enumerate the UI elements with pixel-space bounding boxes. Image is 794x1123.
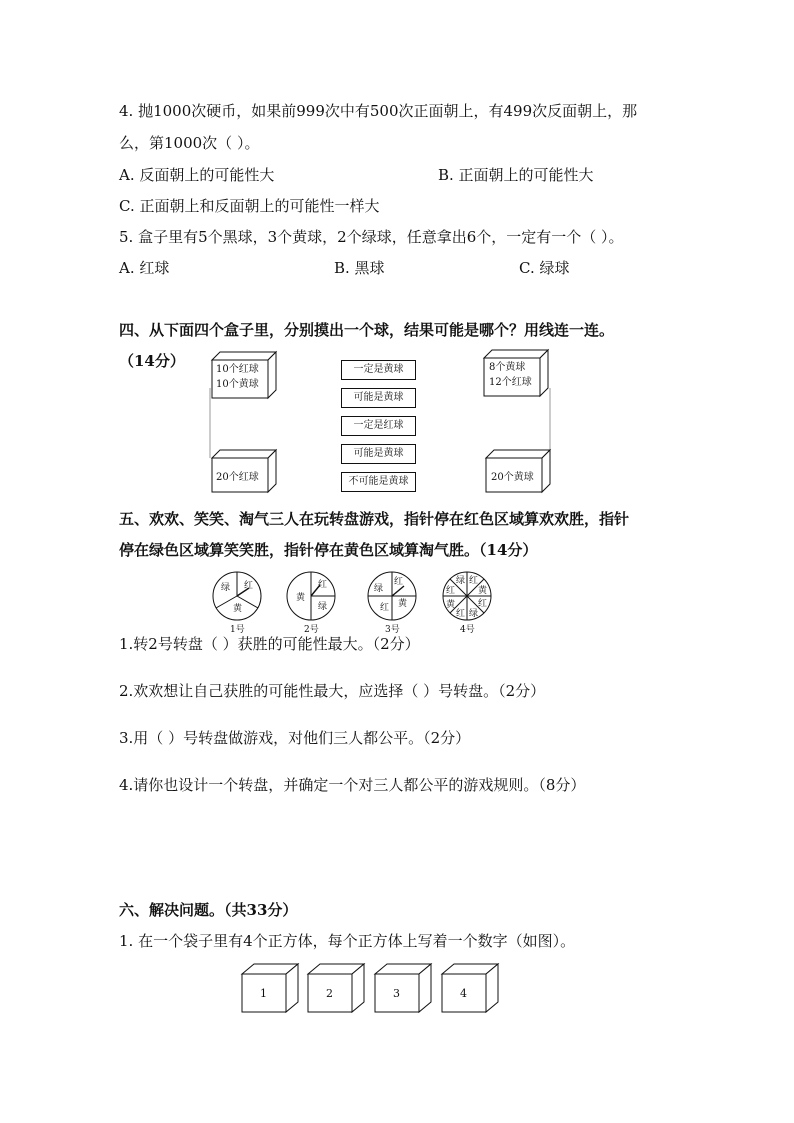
label-possible-yellow-2: 可能是黄球	[341, 444, 416, 464]
section4-score: （14分）	[119, 352, 185, 370]
spinner-3-sector-1: 绿	[374, 584, 384, 594]
spinner-4-sector-1: 绿	[456, 576, 466, 586]
label-possible-yellow-1: 可能是黄球	[341, 388, 416, 408]
box-2-line2: 12个红球	[489, 377, 532, 388]
section6-title: 六、解决问题。（共33分）	[119, 901, 298, 919]
spinner-2-sector-2: 红	[318, 580, 328, 590]
cube-3-number: 3	[393, 987, 400, 1000]
spinner-2	[287, 572, 335, 620]
spinner-4-sector-7: 红	[456, 609, 466, 619]
box-1-line2: 10个黄球	[216, 379, 259, 390]
label-certain-red: 一定是红球	[341, 416, 416, 436]
spinner-2-number: 2号	[304, 625, 319, 635]
spinner-3-sector-4: 黄	[398, 599, 408, 609]
q5-line1: 5. 盒子里有5个黑球，3个黄球，2个绿球，任意拿出6个，一定有一个（ ）。	[119, 228, 624, 246]
box-3-text: 20个红球	[216, 472, 259, 483]
q5-option-b: B. 黑球	[334, 259, 385, 277]
spinner-2-sector-1: 黄	[296, 593, 306, 603]
spinner-4-sector-8: 绿	[469, 609, 479, 619]
spinner-1-number: 1号	[230, 625, 245, 635]
section5-q2: 2.欢欢想让自己获胜的可能性最大，应选择（ ）号转盘。（2分）	[119, 682, 546, 700]
cube-2-number: 2	[326, 987, 333, 1000]
cubes-figure	[240, 962, 502, 1018]
section5-line1: 五、欢欢、笑笑、淘气三人在玩转盘游戏，指针停在红色区域算欢欢胜，指针	[119, 510, 630, 528]
spinners-figure	[208, 568, 508, 635]
section5-q1: 1.转2号转盘（ ）获胜的可能性最大。（2分）	[119, 635, 420, 653]
q4-option-c: C. 正面朝上和反面朝上的可能性一样大	[119, 197, 380, 215]
q5-option-a: A. 红球	[119, 259, 170, 277]
cube-1	[242, 964, 298, 1012]
spinner-3-sector-3: 红	[380, 603, 390, 613]
section4-title: 四、从下面四个盒子里，分别摸出一个球，结果可能是哪个？用线连一连。	[119, 321, 615, 339]
q4-line2: 么，第1000次（ ）。	[119, 134, 260, 152]
section5-line2: 停在绿色区域算笑笑胜，指针停在黄色区域算淘气胜。（14分）	[119, 541, 538, 559]
cube-4-number: 4	[460, 987, 467, 1000]
spinner-4-sector-4: 黄	[478, 586, 488, 596]
matching-figure	[200, 348, 560, 496]
spinner-1-sector-3: 黄	[233, 604, 243, 614]
spinner-3-number: 3号	[385, 625, 400, 635]
section6-q1: 1. 在一个袋子里有4个正方体，每个正方体上写着一个数字（如图）。	[119, 932, 576, 950]
label-certain-yellow: 一定是黄球	[341, 360, 416, 380]
cube-2	[308, 964, 364, 1012]
q4-option-a: A. 反面朝上的可能性大	[119, 166, 275, 184]
spinner-4-sector-5: 黄	[446, 600, 456, 610]
box-1-text	[216, 362, 259, 392]
cube-3	[375, 964, 431, 1012]
spinner-4-sector-2: 红	[469, 576, 479, 586]
cube-1-number: 1	[260, 987, 267, 1000]
q5-option-c: C. 绿球	[519, 259, 570, 277]
spinner-4-number: 4号	[460, 625, 475, 635]
box-2-text	[489, 360, 532, 390]
section5-q4: 4.请你也设计一个转盘，并确定一个对三人都公平的游戏规则。（8分）	[119, 776, 586, 794]
section5-q3: 3.用（ ）号转盘做游戏，对他们三人都公平。（2分）	[119, 729, 471, 747]
spinner-1-sector-2: 红	[244, 581, 254, 591]
cube-4	[442, 964, 498, 1012]
spinner-2-sector-3: 绿	[318, 602, 328, 612]
spinner-4-sector-3: 红	[446, 586, 456, 596]
label-impossible-yellow: 不可能是黄球	[341, 472, 416, 492]
q4-line1: 4. 抛1000次硬币，如果前999次中有500次正面朝上，有499次反面朝上，那	[119, 102, 638, 120]
spinner-3-sector-2: 红	[394, 577, 404, 587]
spinner-4-sector-6: 红	[478, 599, 488, 609]
spinner-1-sector-1: 绿	[221, 583, 231, 593]
box-2-line1: 8个黄球	[489, 362, 526, 373]
box-4-text: 20个黄球	[491, 472, 534, 483]
spinner-3	[368, 572, 416, 620]
box-1-line1: 10个红球	[216, 364, 259, 375]
q4-option-b: B. 正面朝上的可能性大	[438, 166, 594, 184]
